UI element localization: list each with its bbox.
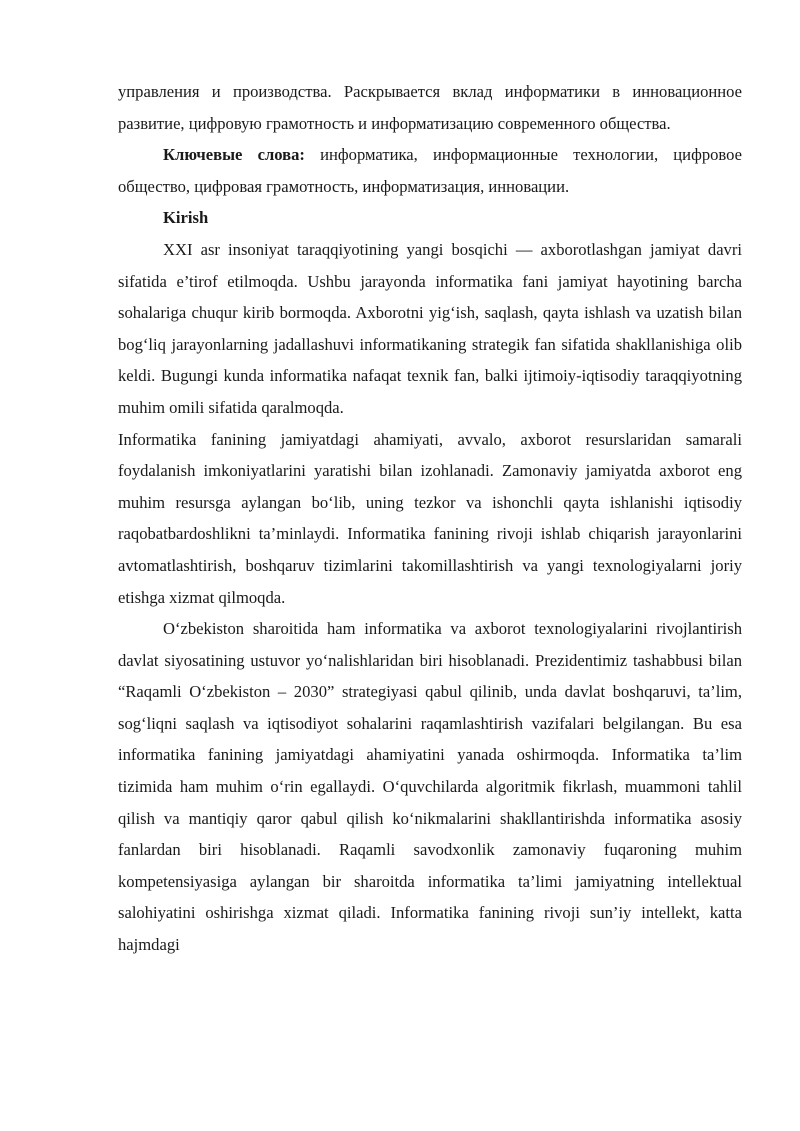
body-paragraph-1: XXI asr insoniyat taraqqiyotining yangi bosqichi — axborotlashgan jamiyat davri sifatida e’tirof etilmoqda. Ushbu jarayonda informatika fani jamiyat hayotining barcha sohalariga chuqur kirib bormoqda. Axborotni yig‘ish, saqlash, qayta ishlash va uzatish bilan bog‘liq jarayonlarning jadallashuvi informatikaning strategik fan sifatida shakllanishiga olib keldi. Bugungi kunda informatika nafaqat texnik fan, balki ijtimoiy-iqtisodiy taraqqiyotning muhim omili sifatida qaralmoqda. [118,239,742,417]
body-paragraph-3: O‘zbekiston sharoitida ham informatika va axborot texnologiyalarini rivojlantirish davlat siyosatining ustuvor yo‘nalishlaridan biri hisoblanadi. Prezidentimiz tashabbusi bilan “Raqamli O‘zbekiston – 2030” strategiyasi qabul qilinib, unda davlat boshqaruvi, ta’lim, sog‘liqni saqlash va iqtisodiyot sohalarini raqamlashtirish vazifalari belgilangan. Bu esa informatika fanining jamiyatdagi ahamiyatini yanada oshirmoqda. Informatika ta’lim tizimida ham muhim o‘rin egallaydi. O‘quvchilarda algoritmik fikrlash, muammoni tahlil qilish va mantiqiy qaror qabul qilish ko‘nikmalarini shakllantirishda informatika asosiy fanlardan biri hisoblanadi. Raqamli savodxonlik zamonaviy fuqaroning muhim kompetensiyasiga aylangan bir sharoitda informatika ta’limi jamiyatning intellektual salohiyatini oshirishga xizmat qiladi. Informatika fanining rivoji sun’iy intellekt, katta hajmdagi [118,619,742,955]
keywords-text: информатика, информационные технологии, цифровое общество, цифровая грамотность, информатизация, инновации. [118,145,742,196]
abstract-end-paragraph: управления и производства. Раскрывается вклад информатики в инновационное развитие, цифровую грамотность и информатизацию современного общества. [118,82,742,133]
document-page [118,76,742,961]
body-paragraph-2: Informatika fanining jamiyatdagi ahamiyati, avvalo, axborot resurslaridan samarali foydalanish imkoniyatlarini yaratishi bilan izohlanadi. Zamonaviy jamiyatda axborot eng muhim resursga aylangan bo‘lib, uning tezkor va ishonchli qayta ishlanishi iqtisodiy raqobatbardoshlikni ta’minlaydi. Informatika fanining rivoji ishlab chiqarish jarayonlarini avtomatlashtirish, boshqaruv tizimlarini takomillashtirish va yangi texnologiyalarni joriy etishga xizmat qilmoqda. [118,429,742,607]
section-heading: Kirish [163,208,209,228]
keywords-paragraph [118,139,742,202]
keywords-label: Ключевые слова: [163,145,305,165]
